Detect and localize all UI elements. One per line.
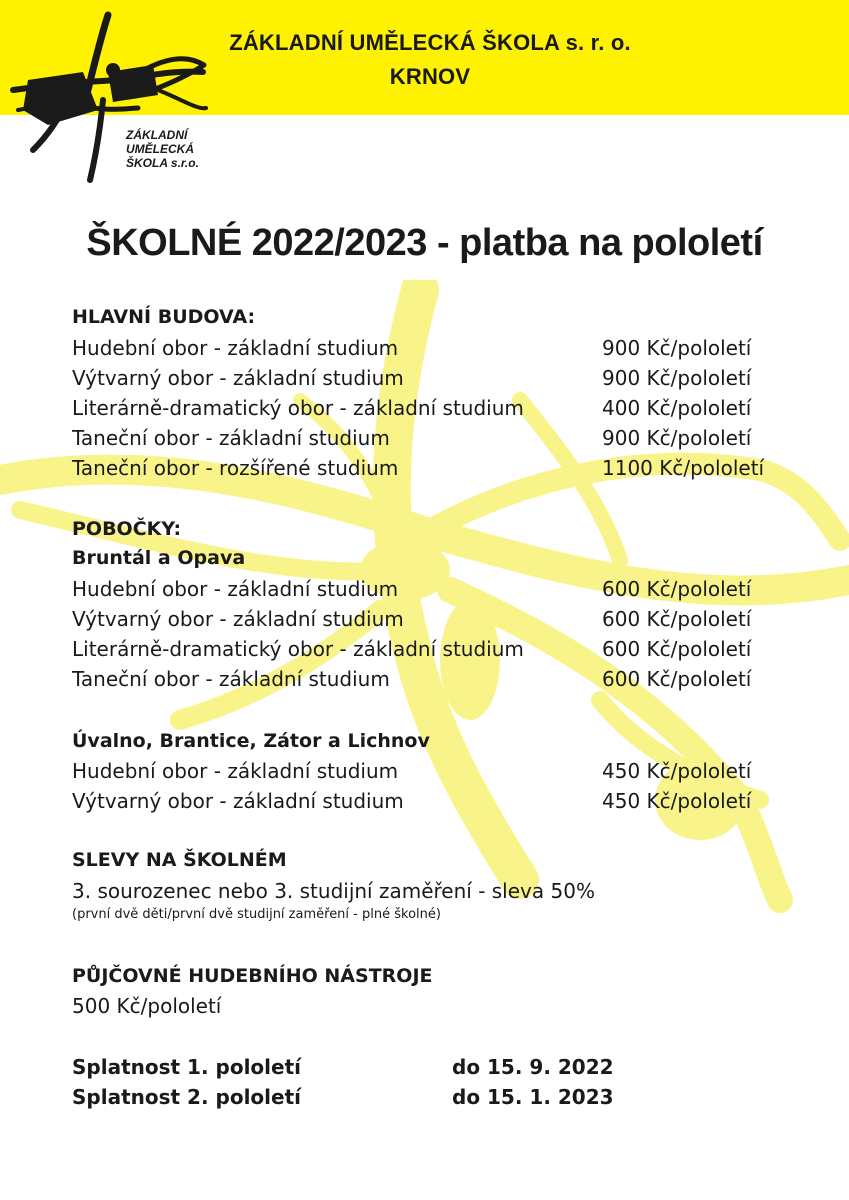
fee-name: Literárně-dramatický obor - základní studium: [72, 396, 524, 420]
fee-price: 450 Kč/pololetí: [602, 759, 752, 783]
fee-row: [72, 604, 792, 634]
fee-price: 600 Kč/pololetí: [602, 607, 752, 631]
fee-name: Výtvarný obor - základní studium: [72, 607, 404, 631]
rental-heading: PŮJČOVNÉ HUDEBNÍHO NÁSTROJE: [72, 965, 433, 987]
fee-row: [72, 453, 792, 483]
fee-name: Hudební obor - základní studium: [72, 759, 399, 783]
due-row: [72, 1052, 614, 1082]
fee-price: 450 Kč/pololetí: [602, 789, 752, 813]
fee-name: Hudební obor - základní studium: [72, 336, 399, 360]
school-city: KRNOV: [389, 64, 471, 89]
fee-row: [72, 393, 792, 423]
due-label: Splatnost 1. pololetí: [72, 1055, 302, 1079]
fee-name: Výtvarný obor - základní studium: [72, 789, 404, 813]
branch-group-name: Úvalno, Brantice, Zátor a Lichnov: [72, 730, 430, 752]
fee-row: [72, 333, 792, 363]
fee-name: Literárně-dramatický obor - základní studium: [72, 637, 524, 661]
school-logo: [8, 10, 218, 185]
fee-row: [72, 756, 792, 786]
fee-price: 600 Kč/pololetí: [602, 577, 752, 601]
fee-price: 600 Kč/pololetí: [602, 667, 752, 691]
discount-text: 3. sourozenec nebo 3. studijní zaměření - sleva 50%: [72, 879, 595, 903]
fee-name: Hudební obor - základní studium: [72, 577, 399, 601]
fee-name: Výtvarný obor - základní studium: [72, 366, 404, 390]
branch-group-name: Bruntál a Opava: [72, 547, 246, 569]
fee-name: Taneční obor - základní studium: [72, 667, 390, 691]
fee-row: [72, 634, 792, 664]
fee-row: [72, 664, 792, 694]
page-title: ŠKOLNÉ 2022/2023 - platba na pololetí: [86, 222, 763, 264]
fee-name: Taneční obor - rozšířené studium: [72, 456, 399, 480]
fee-price: 900 Kč/pololetí: [602, 366, 752, 390]
due-date: do 15. 9. 2022: [452, 1055, 614, 1079]
due-date: do 15. 1. 2023: [452, 1085, 614, 1109]
school-name: ZÁKLADNÍ UMĚLECKÁ ŠKOLA s. r. o.: [229, 30, 631, 55]
due-row: [72, 1082, 614, 1112]
discounts-heading: SLEVY NA ŠKOLNÉM: [72, 849, 287, 871]
due-label: Splatnost 2. pololetí: [72, 1085, 302, 1109]
fee-price: 900 Kč/pololetí: [602, 426, 752, 450]
fee-row: [72, 786, 792, 816]
fee-price: 400 Kč/pololetí: [602, 396, 752, 420]
fee-row: [72, 363, 792, 393]
rental-price: 500 Kč/pololetí: [72, 994, 222, 1018]
branches-heading: POBOČKY:: [72, 518, 182, 540]
fee-name: Taneční obor - základní studium: [72, 426, 390, 450]
discount-note: (první dvě děti/první dvě studijní zaměření - plné školné): [72, 907, 441, 922]
logo-lettering: ZÁKLADNÍ UMĚLECKÁ ŠKOLA s.r.o.: [126, 128, 199, 170]
fee-row: [72, 423, 792, 453]
main-building-heading: HLAVNÍ BUDOVA:: [72, 306, 256, 328]
fee-price: 900 Kč/pololetí: [602, 336, 752, 360]
fee-price: 600 Kč/pololetí: [602, 637, 752, 661]
fee-row: [72, 574, 792, 604]
fee-price: 1100 Kč/pololetí: [602, 456, 765, 480]
